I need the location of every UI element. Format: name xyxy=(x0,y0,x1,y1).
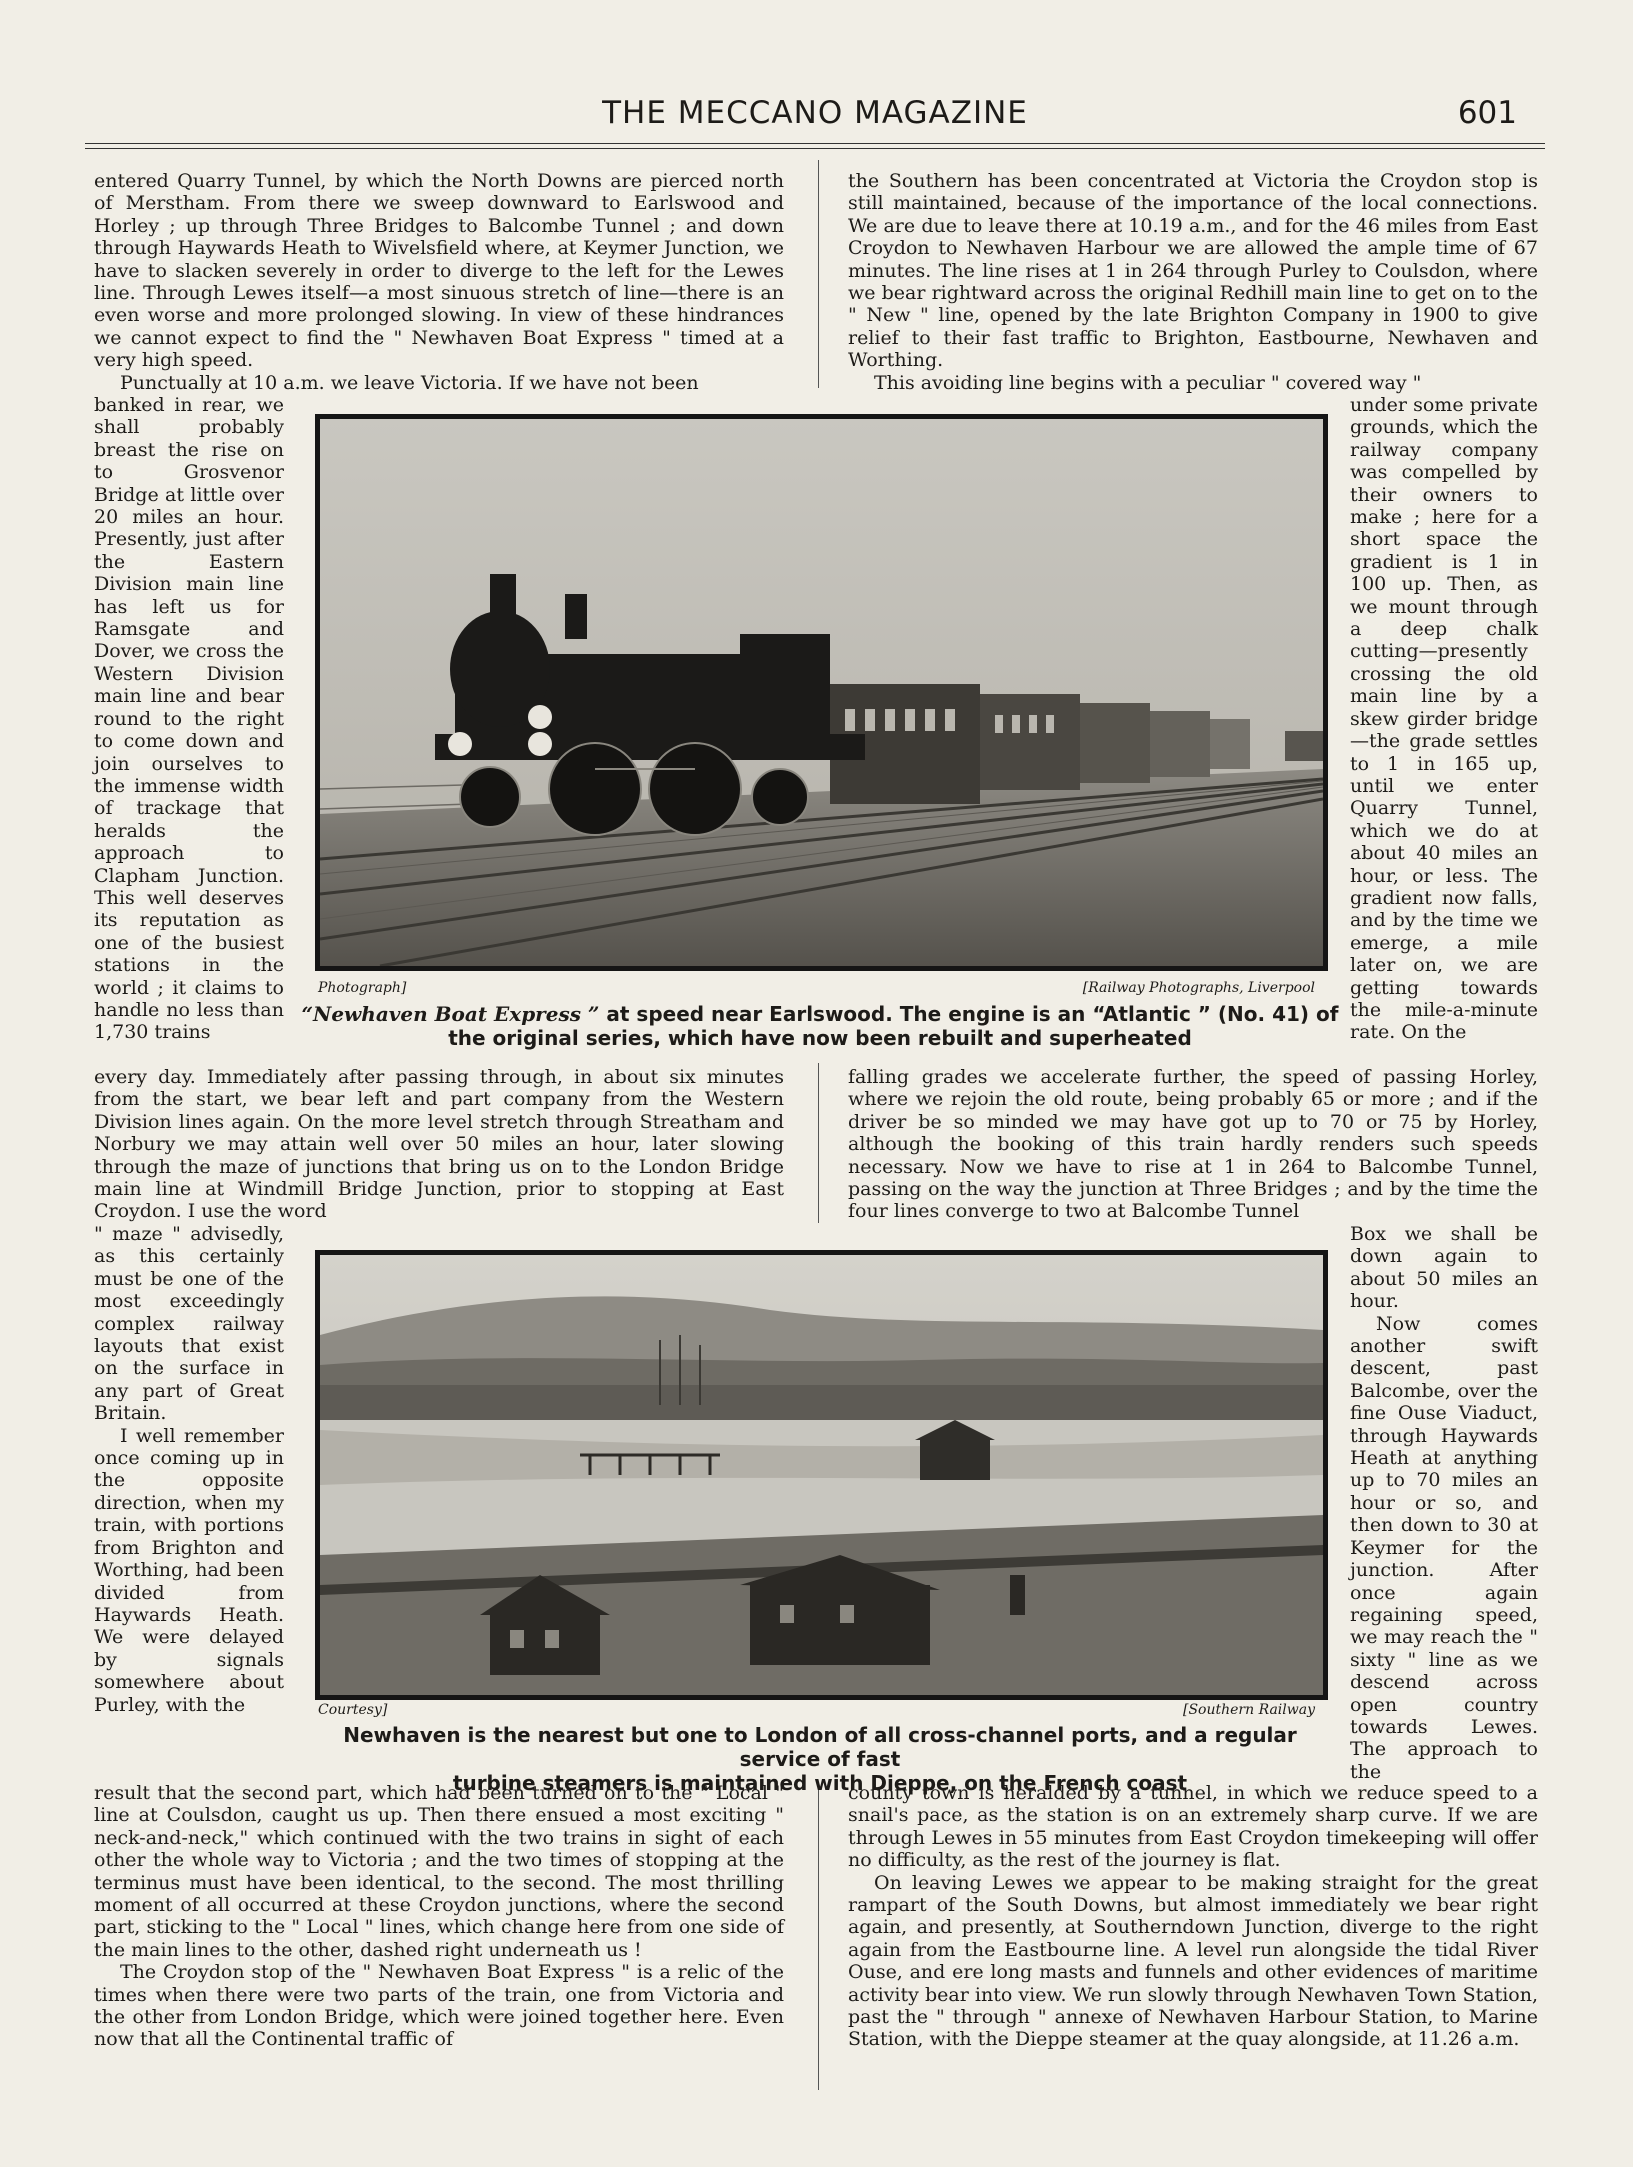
caption-line: Newhaven is the nearest but one to London of all cross-channel ports, and a regular service of fast xyxy=(343,1723,1297,1771)
page-number: 601 xyxy=(1457,95,1517,131)
column-right-narrow-1 xyxy=(1350,394,1538,1044)
paragraph: " maze " advisedly, as this certainly must be one of the most exceedingly complex railway layouts that exist on the surface in any part of Great Britain. xyxy=(94,1223,284,1425)
photo-credit-right: [Southern Railway xyxy=(1183,1702,1315,1718)
photo-credit-right: [Railway Photographs, Liverpool xyxy=(1082,980,1315,996)
paragraph: falling grades we accelerate further, the speed of passing Horley, where we rejoin the old route, being probably 65 or more ; and if the driver be so minded we may have got up to 70 or 75 by Horley, although the booking of this train hardly renders such speeds necessary. Now we have to rise at 1 in 264 to Balcombe Tunnel, passing on the way the junction at Three Bridges ; and by the time the four lines converge to two at Balcombe Tunnel xyxy=(848,1066,1538,1223)
page-header xyxy=(85,95,1545,135)
magazine-title: THE MECCANO MAGAZINE xyxy=(602,95,1028,131)
paragraph: county town is heralded by a tunnel, in which we reduce speed to a snail's pace, as the station is on an extremely sharp curve. If we are through Lewes in 55 minutes from East Croydon timekeeping will offer no difficulty, as the rest of the journey is flat. xyxy=(848,1782,1538,1872)
paragraph: every day. Immediately after passing through, in about six minutes from the start, we bear left and part company from the Western Division lines again. On the more level stretch through Streatham and Norbury we may attain well over 50 miles an hour, later slowing through the maze of junctions that bring us on to the London Bridge main line at Windmill Bridge Junction, prior to stopping at East Croydon. I use the word xyxy=(94,1066,784,1223)
locomotive-illustration xyxy=(320,419,1323,966)
paragraph: The Croydon stop of the " Newhaven Boat Express " is a relic of the times when there were two parts of the train, one from Victoria and the other from London Bridge, which were joined together here. Even now that all the Continental traffic of xyxy=(94,1961,784,2051)
paragraph: Now comes another swift descent, past Balcombe, over the fine Ouse Viaduct, through Haywards Heath at anything up to 70 miles an hour or so, and then down to 30 at Keymer for the junction. After once again regaining speed, we may reach the " sixty " line as we descend across open country towards Lewes. The approach to the xyxy=(1350,1312,1538,1783)
photo-credit-left: Photograph] xyxy=(318,980,407,996)
header-rule-top xyxy=(85,143,1545,144)
column-left-bottom xyxy=(94,1782,784,2051)
column-left-top xyxy=(94,170,784,394)
paragraph: banked in rear, we shall probably breast the rise on to Grosvenor Bridge at little over 20 miles an hour. Presently, just after the Eastern Division main line has left us for Ramsgate and Dover, we cross the Western Division main line and bear round to the right to come down and join ourselves to the immense width of trackage that heralds the approach to Clapham Junction. This well deserves its reputation as one of the busiest stations in the world ; it claims to handle no less than 1,730 trains xyxy=(94,394,284,1044)
paragraph: This avoiding line begins with a peculiar " covered way " xyxy=(874,371,1422,394)
paragraph: result that the second part, which had been turned on to the " Local " line at Coulsdon, caught us up. Then there ensued a most exciting " neck-and-neck," which continued with the two trains in sight of each other the whole way to Victoria ; and the two times of stopping at the terminus must have been identical, to the second. The most thrilling moment of all occurred at these Croydon junctions, where the second part, sticking to the " Local " lines, which change here from one side of the main lines to the other, dashed right underneath us ! xyxy=(94,1782,784,1961)
header-rule-bottom xyxy=(85,148,1545,149)
caption-line: the original series, which have now been rebuilt and superheated xyxy=(448,1026,1192,1050)
column-divider-middle xyxy=(818,1063,819,1223)
column-divider-bottom xyxy=(818,1782,819,2090)
caption-line: turbine steamers is maintained with Dieppe, on the French coast xyxy=(452,1771,1188,1795)
column-left-narrow-2 xyxy=(94,1223,284,1716)
paragraph: On leaving Lewes we appear to be making straight for the great rampart of the South Downs, but almost immediately we bear right again, and presently, at Southerndown Junction, diverge to the right again from the Eastbourne line. A level run alongside the tidal River Ouse, and ere long masts and funnels and other evidences of maritime activity bear into view. We run slowly through Newhaven Town Station, past the " through " annexe of Newhaven Harbour Station, to Marine Station, with the Dieppe steamer at the quay alongside, at 11.26 a.m. xyxy=(848,1871,1538,2051)
paragraph: entered Quarry Tunnel, by which the North Downs are pierced north of Merstham. From there we sweep downward to Earlswood and Horley ; up through Three Bridges to Balcombe Tunnel ; and down through Haywards Heath to Wivelsfield where, at Keymer Junction, we have to slacken severely in order to diverge to the left for the Lewes line. Through Lewes itself—a most sinuous stretch of line—there is an even worse and more prolonged slowing. In view of these hindrances we cannot expect to find the " Newhaven Boat Express " timed at a very high speed. xyxy=(94,170,784,372)
caption-line xyxy=(300,1002,1340,1026)
train-photograph xyxy=(315,414,1328,971)
caption-train-name: “Newhaven Boat Express ” xyxy=(301,1002,600,1026)
paragraph: the Southern has been concentrated at Victoria the Croydon stop is still maintained, because of the importance of the local connections. We are due to leave there at 10.19 a.m., and for the 46 miles from East Croydon to Newhaven Harbour we are allowed the ample time of 67 minutes. The line rises at 1 in 264 through Purley to Coulsdon, where we bear rightward across the original Redhill main line to get on to the " New " line, opened by the late Brighton Company in 1900 to give relief to their fast traffic to Brighton, Eastbourne, Newhaven and Worthing. xyxy=(848,170,1538,372)
photo-caption xyxy=(300,1723,1340,1795)
column-right-narrow-2 xyxy=(1350,1223,1538,1783)
column-divider-top xyxy=(818,160,819,388)
photo-credit-left: Courtesy] xyxy=(318,1702,388,1718)
paragraph: Punctually at 10 a.m. we leave Victoria. If we have not been xyxy=(120,371,699,394)
harbour-photograph xyxy=(315,1250,1328,1700)
column-left-narrow-1 xyxy=(94,394,284,1044)
paragraph: I well remember once coming up in the opposite direction, when my train, with portions from Brighton and Worthing, had been divided from Haywards Heath. We were delayed by signals somewhere about Purley, with the xyxy=(94,1424,284,1716)
column-left-middle xyxy=(94,1066,784,1223)
photo-caption xyxy=(300,1002,1340,1050)
paragraph: under some private grounds, which the railway company was compelled by their owners to make ; here for a short space the gradient is 1 in 100 up. Then, as we mount through a deep chalk cutting—presently crossing the old main line by a skew girder bridge—the grade settles to 1 in 165 up, until we enter Quarry Tunnel, which we do at about 40 miles an hour, or less. The gradient now falls, and by the time we emerge, a mile later on, we are getting towards the mile-a-minute rate. On the xyxy=(1350,394,1538,1044)
harbour-illustration xyxy=(320,1255,1323,1695)
column-right-bottom xyxy=(848,1782,1538,2051)
paragraph: Box we shall be down again to about 50 miles an hour. xyxy=(1350,1223,1538,1313)
caption-text: at speed near Earlswood. The engine is an “Atlantic ” (No. 41) of xyxy=(599,1002,1339,1026)
column-right-middle xyxy=(848,1066,1538,1223)
column-right-top xyxy=(848,170,1538,394)
